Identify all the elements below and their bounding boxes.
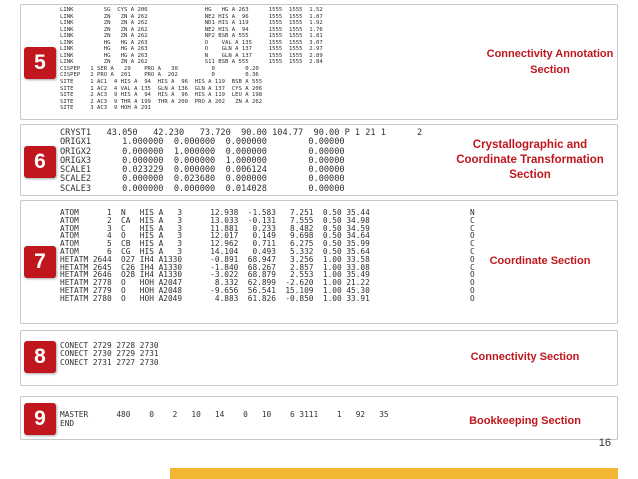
section-number-badge: 6 [24, 146, 56, 178]
crystallographic-records: CRYST1 43.050 42.230 73.720 90.00 104.77 90.00 P 1 21 1 2 ORIGX1 1.000000 0.000000 0.000000 0.00000 ORIGX2 0.000000 1.000000 0.000000 0.00000 ORIGX3 0.000000 0.000000 1.000000 0.00000 SCALE1 0.023229 0.000000 0.006124 0.00000 SCALE2 0.000000 0.023680 0.000000 0.00000 SCALE3 0.000000 0.000000 0.014028 0.00000 [60, 128, 423, 194]
section-title-connectivity: Connectivity Section [470, 351, 580, 363]
section-title-crystallographic: Crystallographic and Coordinate Transformation Section [456, 139, 604, 181]
section-number-badge: 9 [24, 403, 56, 435]
section-number-badge: 8 [24, 341, 56, 373]
section-title-bookkeeping: Bookkeeping Section [469, 415, 581, 427]
coordinate-records: ATOM 1 N HIS A 3 12.938 -1.583 7.251 0.50 35.44 ATOM 2 CA HIS A 3 13.033 -0.131 7.555 0.50 34.98 ATOM 3 C HIS A 3 11.881 0.233 8.482 0.50 34.59 ATOM 4 O HIS A 3 12.017 0.149 9.698 0.50 34.64 ATOM 5 CB HIS A 3 12.962 0.711 6.275 0.50 35.99 ATOM 6 CG HIS A 3 14.104 0.493 5.332 0.50 35.64 HETATM 2644 O27 IH4 A1330 -0.891 68.947 3.256 1.00 33.58 HETATM 2645 C26 IH4 A1330 -1.840 68.267 2.857 1.00 33.08 HETATM 2646 O28 IH4 A1330 -3.022 68.879 2.553 1.00 35.49 HETATM 2778 O HOH A2047 8.332 62.899 -2.620 1.00 21.22 HETATM 2779 O HOH A2048 -9.656 56.541 15.109 1.00 45.30 HETATM 2780 O HOH A2049 4.883 61.826 -0.850 1.00 33.91 [60, 208, 370, 303]
section-number-badge: 7 [24, 246, 56, 278]
section-title-connectivity-annotation: Connectivity Annotation Section [486, 48, 614, 76]
connectivity-records: CONECT 2729 2728 2730 CONECT 2730 2729 2731 CONECT 2731 2727 2730 [60, 341, 159, 367]
page-number: 16 [598, 437, 611, 449]
footer-accent-bar [170, 468, 618, 479]
element-symbol-column: N C C O C C O C O O O O [470, 208, 475, 303]
bookkeeping-records: MASTER 480 0 2 10 14 0 10 6 3111 1 92 35 END [60, 410, 389, 428]
connectivity-annotation-records: LINK SG CYS A 206 HG HG A 263 1555 1555 1.52 LINK ZN ZN A 262 NE2 HIS A 96 1555 1555 1.87 LINK ZN ZN A 262 ND1 HIS A 119 1555 1555 1.92 LINK ZN ZN A 262 NE2 HIS A 94 1555 1555 1.76 LINK ZN ZN A 262 NP2 BSB A 555 1555 1555 1.81 LINK HG HG A 263 O VAL A 135 1555 1555 3.07 LINK HG HG A 263 O GLN A 137 1555 1555 2.97 LINK HG HG A 263 N GLN A 137 1555 1555 2.89 LINK ZN ZN A 262 S11 BSB A 555 1555 1555 2.84 CISPEP 1 SER A 29 PRO A 30 0 0.20 CISPEP 2 PRO A 201 PRO A 202 0 0.36 SITE 1 AC1 4 HIS A 94 HIS A 96 HIS A 119 BSB A 555 SITE 1 AC2 4 VAL A 135 GLN A 136 GLN A 137 CYS A 206 SITE 2 AC3 9 HIS A 94 HIS A 96 HIS A 119 LEU A 198 SITE 2 AC3 9 THR A 199 THR A 200 PRO A 202 ZN A 262 SITE 3 AC3 9 HOH A 291 [60, 7, 323, 112]
section-title-coordinate: Coordinate Section [489, 255, 591, 267]
section-number-badge: 5 [24, 47, 56, 79]
